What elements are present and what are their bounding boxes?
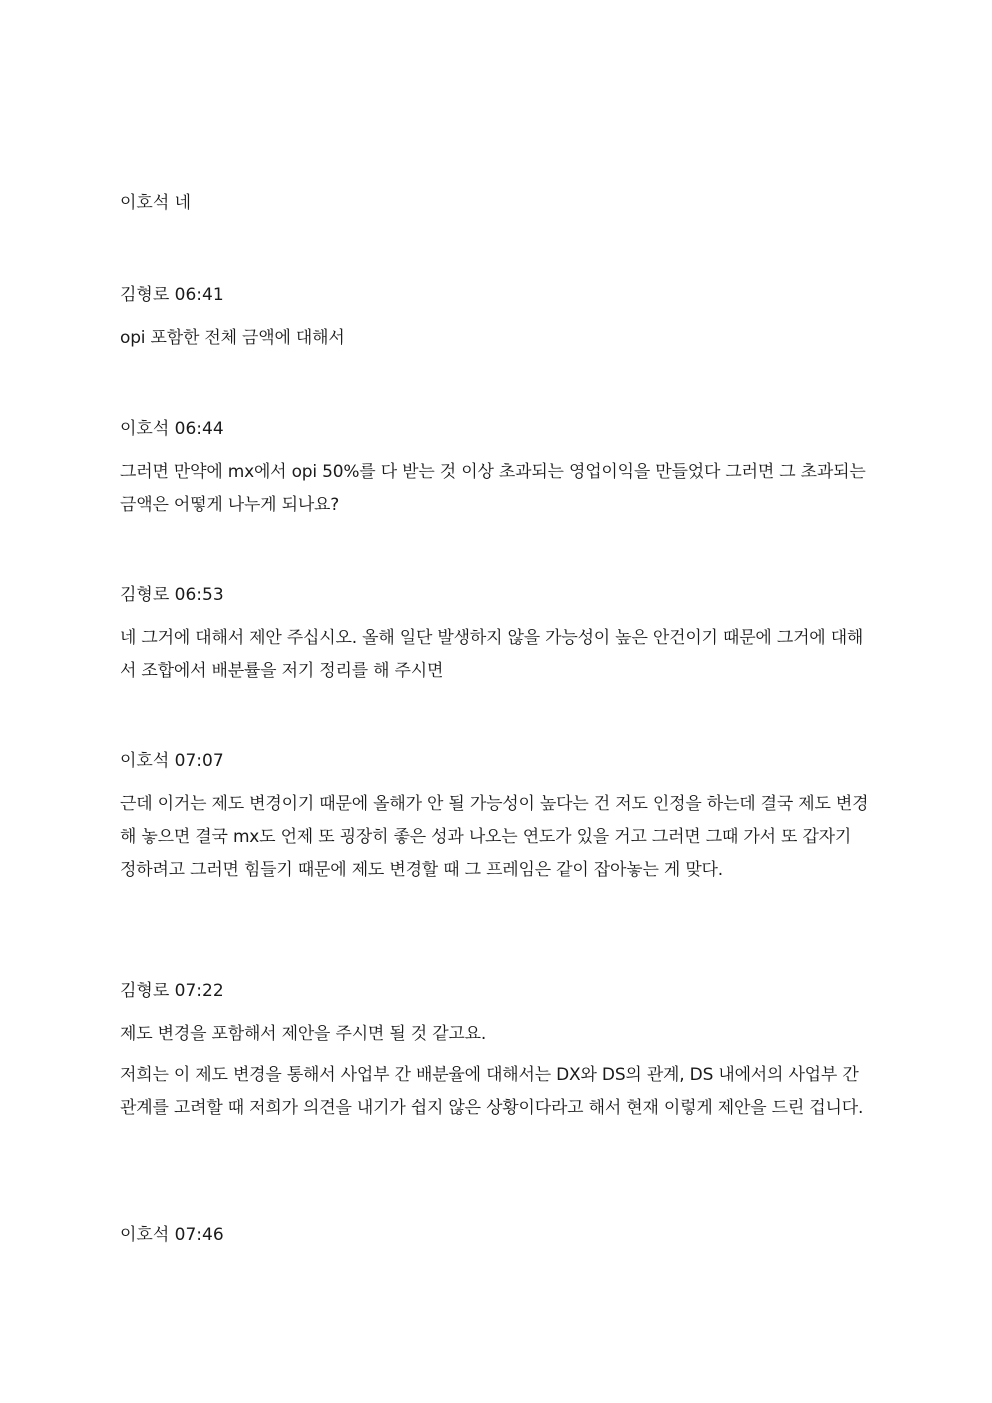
speaker-line: 이호석 네 xyxy=(120,193,192,213)
utterance-text: 네 그거에 대해서 제안 주십시오. 올해 일단 발생하지 않을 가능성이 높은 안건이기 때문에 그거에 대해서 조합에서 배분률을 저기 정리를 해 주시면 xyxy=(120,628,864,681)
utterance-text: 제도 변경을 포함해서 제안을 주시면 될 것 같고요. xyxy=(120,1024,487,1044)
transcript-entry xyxy=(120,580,870,688)
speaker-line: 김형로 06:53 xyxy=(120,585,224,605)
speaker-line: 김형로 06:41 xyxy=(120,285,224,305)
speaker-line: 이호석 07:46 xyxy=(120,1225,224,1245)
transcript-entry xyxy=(120,414,870,522)
utterance-text: opi 포함한 전체 금액에 대해서 xyxy=(120,328,345,348)
utterance-text: 저희는 이 제도 변경을 통해서 사업부 간 배분율에 대해서는 DX와 DS의 관계, DS 내에서의 사업부 간 관계를 고려할 때 저희가 의견을 내기가 쉽지 않은 상황이다라고 해서 현재 이렇게 제안을 드린 겁니다. xyxy=(120,1065,864,1118)
transcript-entry xyxy=(120,976,870,1125)
speaker-line: 이호석 07:07 xyxy=(120,751,224,771)
utterance-text: 근데 이거는 제도 변경이기 때문에 올해가 안 될 가능성이 높다는 건 저도 인정을 하는데 결국 제도 변경해 놓으면 결국 mx도 언제 또 굉장히 좋은 성과 나오는 연도가 있을 거고 그러면 그때 가서 또 갑자기 정하려고 그러면 힘들기 때문에 제도 변경할 때 그 프레임은 같이 잡아놓는 게 맞다. xyxy=(120,794,869,880)
utterance-text: 그러면 만약에 mx에서 opi 50%를 다 받는 것 이상 초과되는 영업이익을 만들었다 그러면 그 초과되는 금액은 어떻게 나누게 되나요? xyxy=(120,462,866,515)
speaker-line: 이호석 06:44 xyxy=(120,419,224,439)
speaker-line: 김형로 07:22 xyxy=(120,981,224,1001)
transcript-entry xyxy=(120,1220,224,1250)
transcript-entry xyxy=(120,188,191,218)
transcript-entry xyxy=(120,280,345,355)
transcript-entry xyxy=(120,746,870,887)
